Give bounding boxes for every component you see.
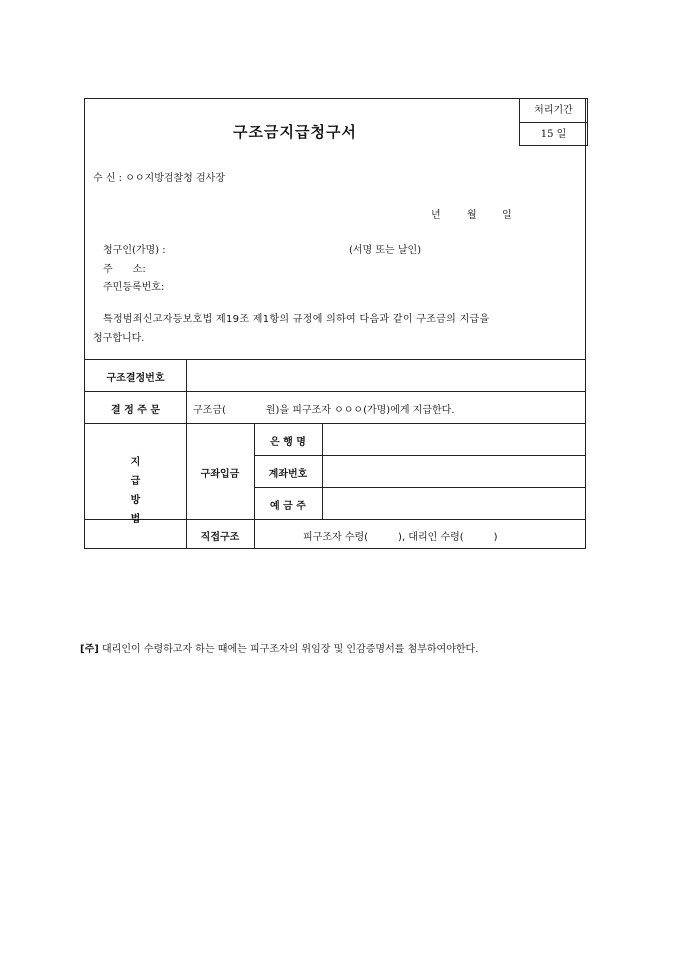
direct-relief-label: 직접구조	[200, 532, 240, 543]
footnote	[80, 640, 478, 655]
row-divider	[85, 423, 585, 424]
body-line-2: 청구합니다.	[93, 333, 145, 344]
processing-period-value: 15 일	[540, 129, 567, 140]
account-transfer-label: 구좌입금	[200, 469, 240, 480]
direct-relief-text: 피구조자 수령( ), 대리인 수령( )	[303, 532, 498, 543]
payment-method-char: 법	[130, 514, 141, 525]
id-number-label: 주민등록번호:	[103, 282, 165, 293]
decision-number-label: 구조결정번호	[106, 373, 165, 384]
payment-method-char: 급	[130, 476, 141, 487]
processing-period-box	[519, 98, 588, 146]
processing-period-label: 처리기간	[520, 99, 587, 123]
row-divider	[85, 391, 585, 392]
date-month: 월	[467, 210, 477, 221]
bank-name-label: 은 행 명	[270, 437, 306, 448]
form-title: 구조금지급청구서	[233, 123, 357, 141]
row-divider	[254, 487, 585, 488]
claim-form	[84, 98, 586, 549]
account-number-label: 계좌번호	[268, 469, 308, 480]
date-day: 일	[502, 210, 512, 221]
body-line-1: 특정범죄신고자등보호법 제19조 제1항의 규정에 의하여 다음과 같이 구조금의 지급을	[103, 314, 490, 325]
payment-method-char: 방	[130, 495, 141, 506]
payment-method-char: 지	[130, 457, 141, 468]
col-divider	[322, 423, 323, 519]
decision-order-label: 결 정 주 문	[110, 405, 161, 416]
account-holder-label: 예 금 주	[270, 501, 306, 512]
footnote-mark: [주]	[80, 644, 99, 655]
claimant-name-label: 청구인(가명) :	[103, 245, 166, 256]
recipient: 수 신 : ㅇㅇ지방검찰청 검사장	[93, 173, 226, 184]
decision-order-text: 구조금( 원)을 피구조자 ㅇㅇㅇ(가명)에게 지급한다.	[193, 405, 455, 416]
address-label: 주 소:	[103, 264, 146, 275]
sign-note: (서명 또는 날인)	[349, 245, 422, 256]
date-year: 년	[431, 210, 441, 221]
col-divider	[186, 359, 187, 548]
row-divider	[254, 455, 585, 456]
table-top-line	[85, 359, 585, 360]
footnote-text: 대리인이 수령하고자 하는 때에는 피구조자의 위임장 및 인감증명서를 첨부하여야한다.	[102, 644, 479, 655]
